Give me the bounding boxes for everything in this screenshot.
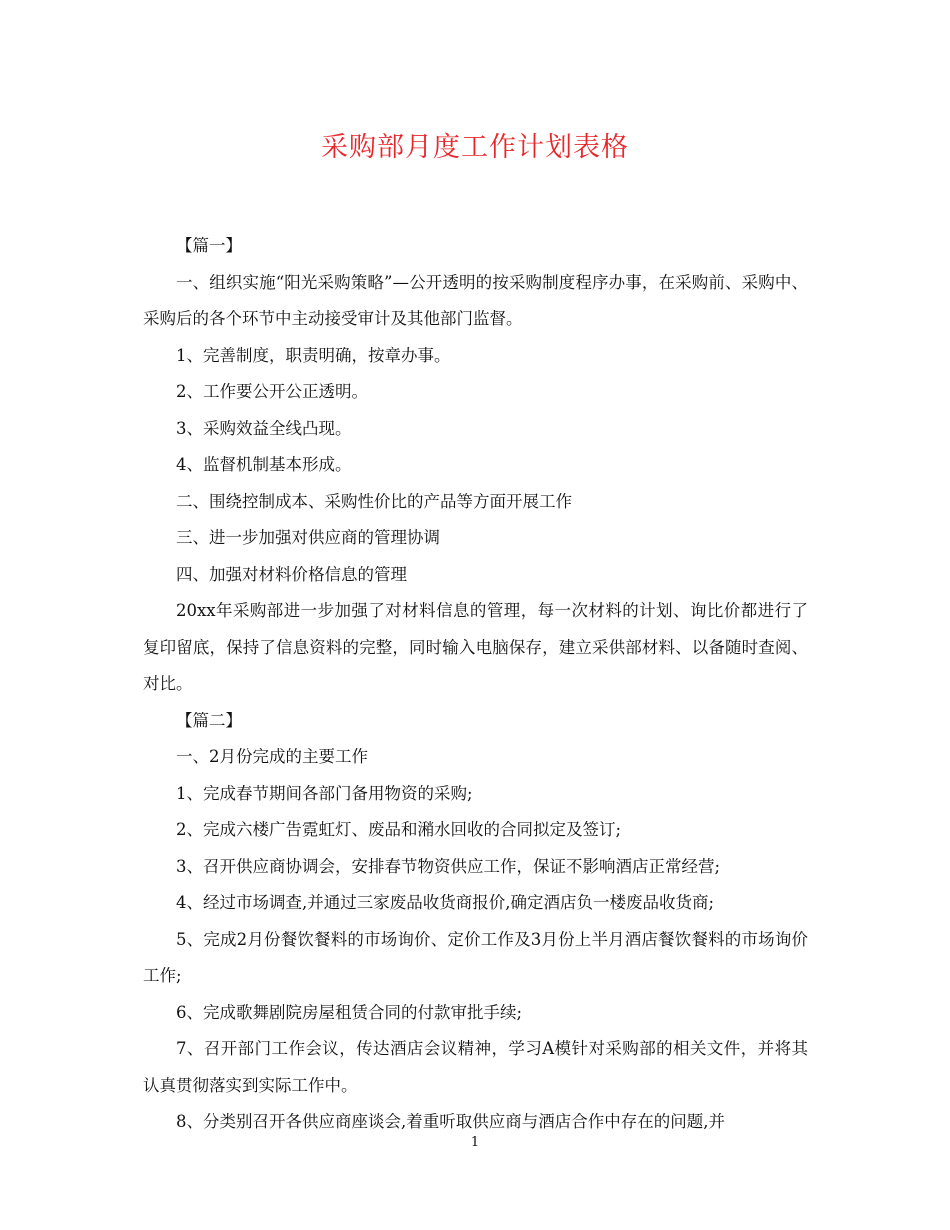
paragraph: 三、进一步加强对供应商的管理协调 [176,528,440,547]
paragraph: 6、完成歌舞剧院房屋租赁合同的付款审批手续; [176,1002,523,1022]
paragraph: 二、围绕控制成本、采购性价比的产品等方面开展工作 [176,491,572,511]
paragraph: 1、完善制度，职责明确，按章办事。 [176,345,451,365]
paragraph: 7、召开部门工作会议，传达酒店会议精神，学习A模针对采购部的相关文件，并将其认真贯彻落实到实际工作中。 [143,1039,808,1095]
paragraph: 一、组织实施“阳光采购策略”—公开透明的按采购制度程序办事，在采购前、采购中、采购后的各个环节中主动接受审计及其他部门监督。 [143,272,808,328]
paragraph: 8、分类别召开各供应商座谈会,着重听取供应商与酒店合作中存在的问题,并 [176,1112,725,1131]
paragraph: 3、召开供应商协调会，安排春节物资供应工作，保证不影响酒店正常经营; [176,856,721,876]
paragraph: 【篇一】 [176,236,242,255]
paragraph: 2、完成六楼广告霓虹灯、废品和潲水回收的合同拟定及签订; [176,820,622,839]
paragraph: 2、工作要公开公正透明。 [176,382,368,401]
paragraph: 20xx年采购部进一步加强了对材料信息的管理，每一次材料的计划、询比价都进行了复印留底，保持了信息资料的完整，同时输入电脑保存，建立采供部材料、以备随时查阅、对比。 [143,601,808,693]
paragraph: 3、采购效益全线凸现。 [176,418,352,438]
document-body [143,228,808,1141]
paragraph: 一、2月份完成的主要工作 [176,747,368,766]
paragraph: 5、完成2月份餐饮餐料的市场询价、定价工作及3月份上半月酒店餐饮餐料的市场询价工作; [143,929,808,985]
page-number: 1 [470,1135,480,1150]
paragraph: 4、监督机制基本形成。 [176,455,352,474]
paragraph: 【篇二】 [176,710,242,730]
paragraph: 1、完成春节期间各部门备用物资的采购; [176,783,473,803]
paragraph: 四、加强对材料价格信息的管理 [176,564,407,584]
document-title: 采购部月度工作计划表格 [321,132,629,163]
paragraph: 4、经过市场调查,并通过三家废品收货商报价,确定酒店负一楼废品收货商; [176,893,715,912]
